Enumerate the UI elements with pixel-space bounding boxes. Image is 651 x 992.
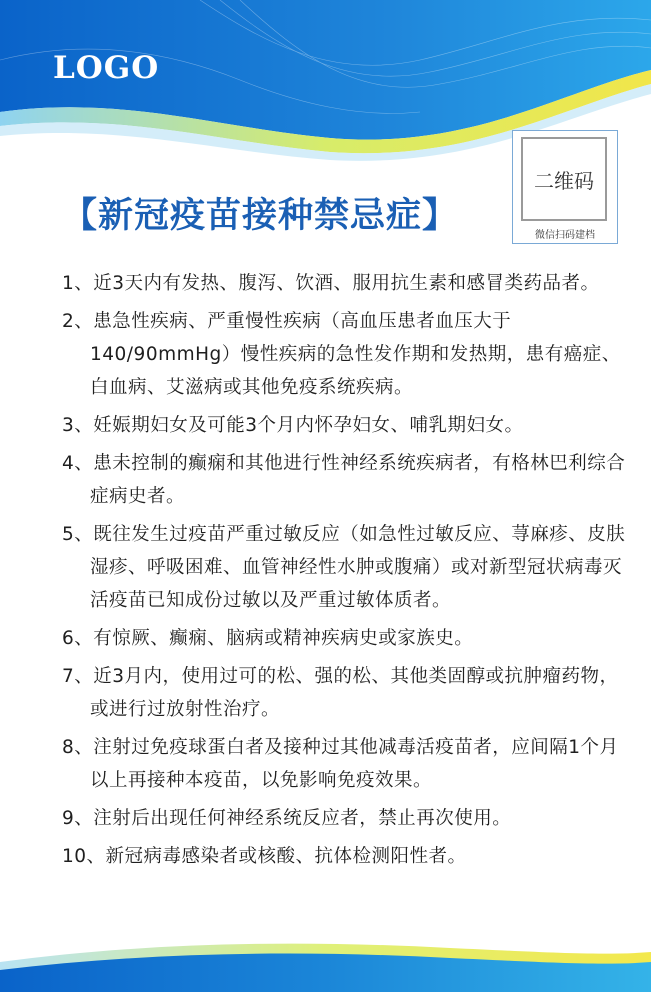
list-item: 6、有惊厥、癫痫、脑病或精神疾病史或家族史。 (62, 628, 474, 649)
list-item: 8、注射过免疫球蛋白者及接种过其他减毒活疫苗者，应间隔1个月以上再接种本疫苗，以免影响免疫效果。 (62, 737, 619, 791)
list-item: 2、患急性疾病、严重慢性疾病（高血压患者血压大于140/90mmHg）慢性疾病的急性发作期和发热期，患有癌症、白血病、艾滋病或其他免疫系统疾病。 (62, 311, 621, 398)
qr-code-placeholder (512, 130, 618, 244)
list-item: 9、注射后出现任何神经系统反应者，禁止再次使用。 (62, 808, 512, 829)
logo-text: LOGO (53, 50, 160, 86)
contraindication-list (62, 267, 627, 878)
qr-code-label: 二维码 (521, 137, 607, 221)
footer-wave-banner (0, 922, 651, 992)
qr-caption: 微信扫码建档 (535, 230, 595, 241)
page-title: 【新冠疫苗接种禁忌症】 (62, 196, 459, 236)
list-item: 4、患未控制的癫痫和其他进行性神经系统疾病者，有格林巴利综合症病史者。 (62, 453, 626, 507)
list-item: 7、近3月内，使用过可的松、强的松、其他类固醇或抗肿瘤药物，或进行过放射性治疗。 (62, 666, 619, 720)
list-item: 1、近3天内有发热、腹泻、饮酒、服用抗生素和感冒类药品者。 (62, 273, 600, 294)
list-item: 10、新冠病毒感染者或核酸、抗体检测阳性者。 (62, 846, 467, 867)
list-item: 3、妊娠期妇女及可能3个月内怀孕妇女、哺乳期妇女。 (62, 415, 524, 436)
list-item: 5、既往发生过疫苗严重过敏反应（如急性过敏反应、荨麻疹、皮肤湿疹、呼吸困难、血管神经性水肿或腹痛）或对新型冠状病毒灭活疫苗已知成份过敏以及严重过敏体质者。 (62, 524, 626, 611)
